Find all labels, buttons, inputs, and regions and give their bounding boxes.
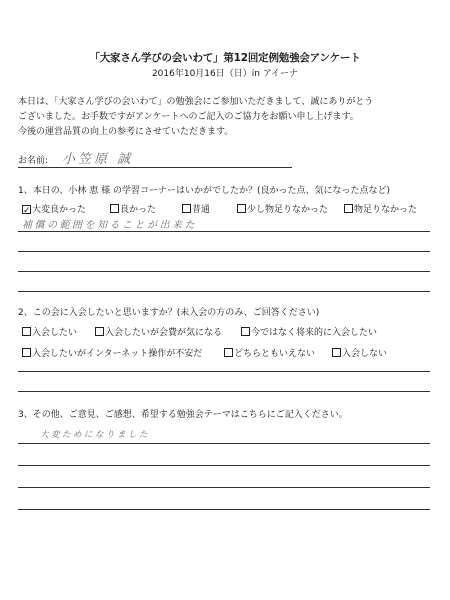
- q1-option-label: 良かった: [120, 205, 157, 215]
- q1-option-4[interactable]: [237, 202, 328, 215]
- q1-option-1[interactable]: [22, 202, 86, 215]
- survey-date: 2016年10月16日（日）in アイーナ: [151, 69, 299, 79]
- q1-checkbox-4[interactable]: [237, 204, 246, 213]
- q1-question: 1、本日の、小林 恵 様 の学習コーナーはいかがでしたか？(良かった点、気になった点など): [18, 186, 390, 196]
- q2-option-1[interactable]: [22, 325, 77, 338]
- q2-checkbox-1[interactable]: [22, 327, 31, 336]
- q1-checkbox-1[interactable]: [22, 205, 31, 214]
- intro-line-2: ございました。お手数ですがアンケートへのご記入のご協力をお願い申し上げます。: [18, 112, 359, 122]
- q3-handwritten-answer[interactable]: 大変ためになりました: [40, 430, 151, 440]
- intro-line-1: 本日は、「大家さん学びの会いわて」の勉強会にご参加いただきまして、誠にありがとう: [18, 97, 374, 107]
- q2-option-2[interactable]: [95, 325, 222, 338]
- q1-checkbox-3[interactable]: [182, 204, 191, 213]
- q2-checkbox-6[interactable]: [332, 348, 341, 357]
- q1-checkbox-2[interactable]: [110, 204, 119, 213]
- q1-option-label: 普通: [192, 205, 211, 215]
- checkmark-icon: ✓: [23, 206, 31, 216]
- q1-option-5[interactable]: [344, 202, 417, 215]
- q2-option-label: 今ではなく将来的に入会したい: [251, 328, 378, 338]
- survey-title: 「大家さん学びの会いわて」第12回定例勉強会アンケート: [89, 52, 361, 64]
- q1-option-label: 物足りなかった: [354, 205, 418, 215]
- q1-checkbox-5[interactable]: [344, 204, 353, 213]
- q2-checkbox-2[interactable]: [95, 327, 104, 336]
- q2-option-label: 入会したいがインターネット操作が不安だ: [32, 349, 203, 359]
- q2-option-label: 入会したい: [32, 328, 78, 338]
- q2-checkbox-3[interactable]: [241, 327, 250, 336]
- q2-answer-line-2: [18, 391, 430, 392]
- name-label: お名前:: [18, 156, 49, 166]
- q3-answer-line-4: [18, 509, 430, 510]
- q1-answer-line-3: [18, 271, 430, 272]
- q1-option-label: 大変良かった: [32, 205, 87, 215]
- q1-option-3[interactable]: [182, 202, 210, 215]
- q1-option-label: 少し物足りなかった: [247, 205, 329, 215]
- intro-line-3: 今後の運営品質の向上の参考にさせていただきます。: [18, 127, 234, 137]
- q3-answer-line-2: [18, 465, 430, 466]
- q1-answer-line-2: [18, 251, 430, 252]
- q1-option-2[interactable]: [110, 202, 156, 215]
- name-handwritten[interactable]: 小笠原 誠: [62, 152, 134, 167]
- q3-answer-line-1: [18, 443, 430, 444]
- q1-answer-line-1: [18, 231, 430, 232]
- q2-answer-line-1: [18, 371, 430, 372]
- q2-question: 2、この会に入会したいと思いますか？(未入会の方のみ、ご回答ください): [18, 308, 320, 318]
- q2-checkbox-4[interactable]: [22, 348, 31, 357]
- q2-option-5[interactable]: [224, 346, 315, 359]
- q1-answer-line-4: [18, 291, 430, 292]
- q3-question: 3、その他、ご意見、ご感想、希望する勉強会テーマはこちらにご記入ください。: [18, 410, 348, 420]
- q2-option-label: 入会したいが会費が気になる: [105, 328, 223, 338]
- q3-answer-line-3: [18, 487, 430, 488]
- q2-option-label: どちらともいえない: [234, 349, 316, 359]
- q2-option-6[interactable]: [332, 346, 387, 359]
- q2-option-4[interactable]: [22, 346, 202, 359]
- q1-handwritten-answer[interactable]: 補償の範囲を知ることが出来た: [22, 220, 197, 231]
- q2-checkbox-5[interactable]: [224, 348, 233, 357]
- q2-option-3[interactable]: [241, 325, 377, 338]
- name-underline: [18, 167, 292, 168]
- q2-option-label: 入会しない: [342, 349, 388, 359]
